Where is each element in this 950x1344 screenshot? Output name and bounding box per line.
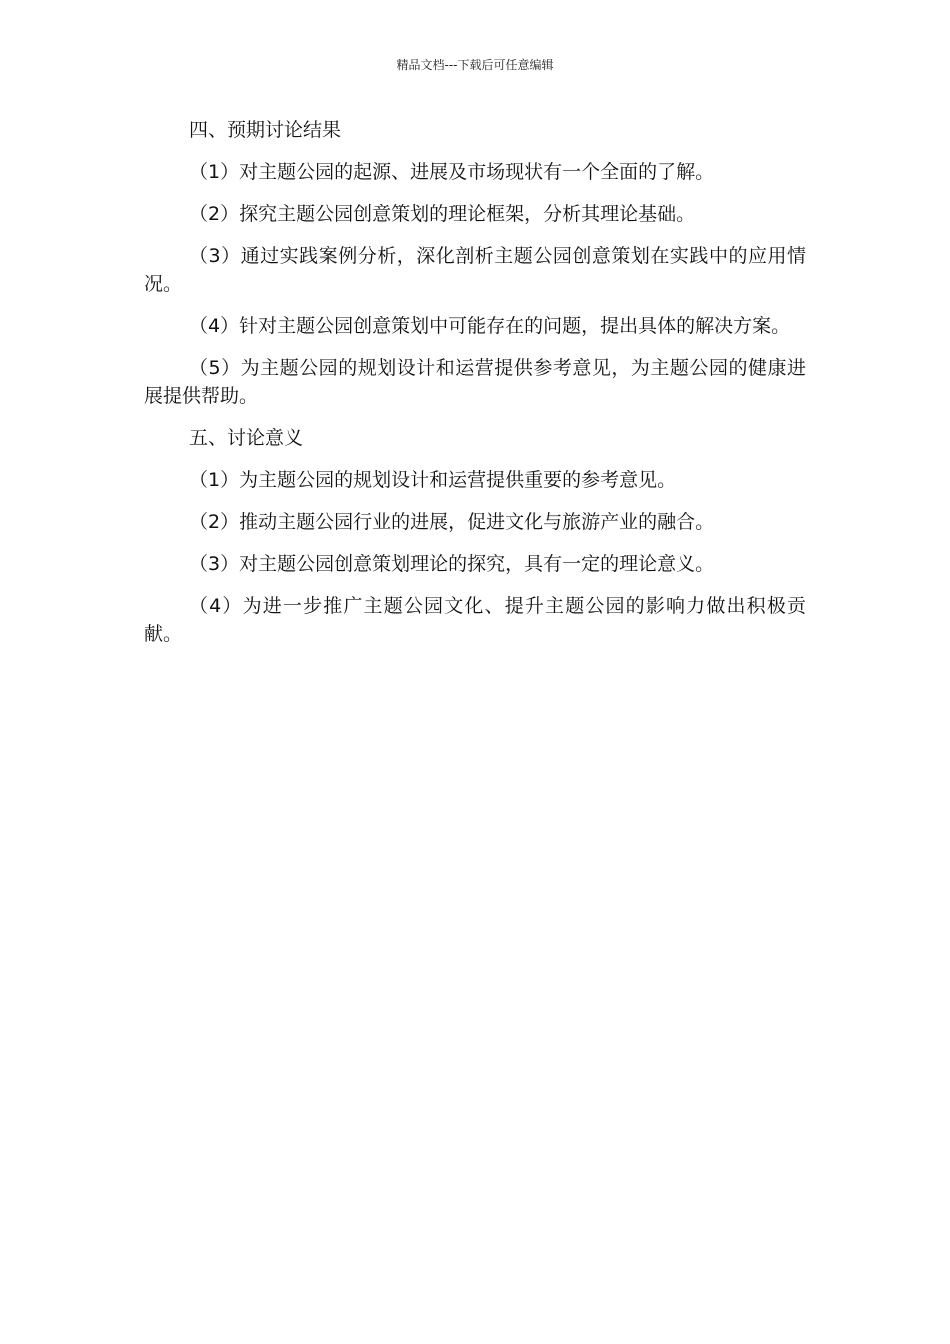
expected-result-item: （3）通过实践案例分析，深化剖析主题公园创意策划在实践中的应用情况。 [144, 245, 806, 295]
expected-result-item: （1）对主题公园的起源、进展及市场现状有一个全面的了解。 [189, 161, 715, 183]
expected-result-item: （4）针对主题公园创意策划中可能存在的问题，提出具体的解决方案。 [189, 315, 791, 337]
significance-item: （1）为主题公园的规划设计和运营提供重要的参考意见。 [189, 469, 677, 491]
expected-result-item: （2）探究主题公园创意策划的理论框架，分析其理论基础。 [189, 203, 696, 225]
significance-item: （4）为进一步推广主题公园文化、提升主题公园的影响力做出积极贡献。 [144, 595, 806, 645]
section-heading-significance: 五、讨论意义 [189, 427, 304, 449]
section-heading-expected-results: 四、预期讨论结果 [189, 119, 342, 141]
significance-item: （3）对主题公园创意策划理论的探究，具有一定的理论意义。 [189, 553, 715, 575]
expected-result-item: （5）为主题公园的规划设计和运营提供参考意见，为主题公园的健康进展提供帮助。 [144, 357, 806, 407]
document-body [144, 116, 806, 662]
significance-item: （2）推动主题公园行业的进展，促进文化与旅游产业的融合。 [189, 511, 715, 533]
page-header: 精品文档---下载后可任意编辑 [396, 58, 554, 72]
